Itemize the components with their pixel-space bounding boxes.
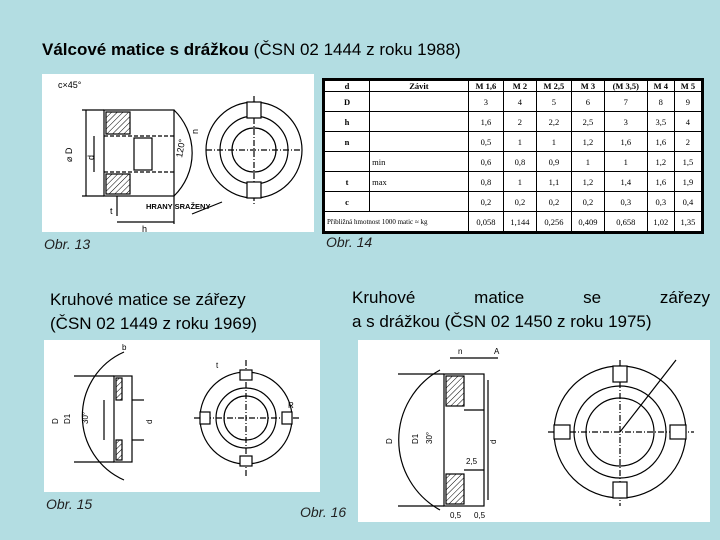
table-cell: 2 xyxy=(674,132,701,152)
table-row xyxy=(325,192,702,212)
figure-13-svg xyxy=(42,74,314,232)
fig13-angle-label: 120° xyxy=(174,138,188,159)
table-cell: 0,3 xyxy=(604,192,647,212)
fig13-chamfer-label: c×45° xyxy=(58,80,82,90)
table-cell: 3 xyxy=(468,92,503,112)
page-title xyxy=(42,40,461,60)
page-title-rest: (ČSN 02 1444 z roku 1988) xyxy=(248,40,461,59)
table-cell: 1,02 xyxy=(647,212,674,232)
fig15-angle-label: 30° xyxy=(81,411,90,424)
table-row xyxy=(325,152,702,172)
row-sublabel xyxy=(370,192,469,212)
fig15-t-label: t xyxy=(216,361,219,370)
caption-obr-14: Obr. 14 xyxy=(326,234,373,250)
table-cell: 3 xyxy=(604,112,647,132)
table-cell: 0,8 xyxy=(468,172,503,192)
table-cell: 2,5 xyxy=(571,112,604,132)
table-cell: 1,6 xyxy=(647,132,674,152)
table-cell: 1,6 xyxy=(604,132,647,152)
heading-left xyxy=(50,288,257,336)
fig16-v1-label: 0,5 xyxy=(450,511,462,520)
table-cell: 1,144 xyxy=(503,212,536,232)
table-cell: 0,2 xyxy=(503,192,536,212)
table-cell: 0,409 xyxy=(571,212,604,232)
figure-15-drawing xyxy=(44,340,320,492)
figure-15-svg xyxy=(44,340,320,492)
fig13-n-label: n xyxy=(190,128,200,134)
fig16-v3-label: 2,5 xyxy=(466,457,478,466)
table-cell: 1,9 xyxy=(674,172,701,192)
figure-16-drawing xyxy=(358,340,710,522)
table-cell: 4 xyxy=(674,112,701,132)
table-cell: 1,6 xyxy=(647,172,674,192)
table-header-cell: M 3 xyxy=(571,81,604,92)
fig16-v2-label: 0,5 xyxy=(474,511,486,520)
table-cell: 1,5 xyxy=(674,152,701,172)
heading-left-line2: (ČSN 02 1449 z roku 1969) xyxy=(50,314,257,333)
table-cell: 1 xyxy=(571,152,604,172)
row-symbol: n xyxy=(325,132,370,152)
row-sublabel: max xyxy=(370,172,469,192)
table-cell: 0,256 xyxy=(536,212,571,232)
table-cell: 1 xyxy=(604,152,647,172)
row-symbol xyxy=(325,152,370,172)
heading-right-line2: a s drážkou (ČSN 02 1450 z roku 1975) xyxy=(352,312,652,331)
row-symbol: D xyxy=(325,92,370,112)
table-cell: 3,5 xyxy=(647,112,674,132)
fig15-D1-label: D1 xyxy=(63,413,72,424)
table-cell: 1,2 xyxy=(571,172,604,192)
table-cell: 0,2 xyxy=(571,192,604,212)
fig16-D1-label: D1 xyxy=(411,433,420,444)
weight-label: Přibližná hmotnost 1000 matic ≈ kg xyxy=(325,212,469,232)
fig15-D-label: D xyxy=(51,418,60,424)
table-cell: 0,658 xyxy=(604,212,647,232)
table-cell: 1 xyxy=(536,132,571,152)
table-cell: 7 xyxy=(604,92,647,112)
table-cell: 2 xyxy=(503,112,536,132)
table-row xyxy=(325,132,702,152)
table-cell: 9 xyxy=(674,92,701,112)
table-cell: 5 xyxy=(536,92,571,112)
heading-right xyxy=(352,286,710,334)
table-cell: 1,35 xyxy=(674,212,701,232)
table-cell: 6 xyxy=(571,92,604,112)
table-cell: 1,4 xyxy=(604,172,647,192)
table-header-cell: M 4 xyxy=(647,81,674,92)
fig13-t-label: t xyxy=(110,206,113,216)
table-header-cell: (M 3,5) xyxy=(604,81,647,92)
table-header-cell: M 1,6 xyxy=(468,81,503,92)
caption-obr-13: Obr. 13 xyxy=(44,236,91,252)
table-cell: 1,6 xyxy=(468,112,503,132)
heading-right-line1: Kruhové matice se zářezy xyxy=(352,288,710,307)
table-cell: 1,1 xyxy=(536,172,571,192)
table-row xyxy=(325,92,702,112)
table-row xyxy=(325,112,702,132)
row-symbol: h xyxy=(325,112,370,132)
table-cell: 0,058 xyxy=(468,212,503,232)
fig13-d-label: d xyxy=(86,154,96,160)
row-sublabel xyxy=(370,132,469,152)
fig13-h-label: h xyxy=(142,224,148,232)
table-cell: 1,2 xyxy=(647,152,674,172)
row-symbol: c xyxy=(325,192,370,212)
table-cell: 1 xyxy=(503,172,536,192)
table-header-cell: d xyxy=(325,81,370,92)
table-cell: 4 xyxy=(503,92,536,112)
figure-16-svg xyxy=(358,340,710,522)
table-cell: 0,9 xyxy=(536,152,571,172)
fig16-n-label: n xyxy=(458,347,463,356)
table-cell: 0,3 xyxy=(647,192,674,212)
table-header-cell: M 2 xyxy=(503,81,536,92)
table-row-weight xyxy=(325,212,702,232)
row-sublabel xyxy=(370,92,469,112)
table-cell: 0,2 xyxy=(536,192,571,212)
table-cell: 0,4 xyxy=(674,192,701,212)
table-cell: 0,6 xyxy=(468,152,503,172)
table-cell: 1 xyxy=(503,132,536,152)
fig16-D-label: D xyxy=(385,438,394,444)
caption-obr-16: Obr. 16 xyxy=(300,504,347,520)
table-cell: 2,2 xyxy=(536,112,571,132)
figure-14-table xyxy=(322,78,704,234)
fig15-r-label: R xyxy=(288,401,294,410)
table-cell: 1,2 xyxy=(571,132,604,152)
figure-13-drawing xyxy=(42,74,314,232)
fig13-edges-label: HRANY SRAŽENY xyxy=(146,202,211,211)
page-title-bold: Válcové matice s drážkou xyxy=(42,40,249,59)
table-header-cell: M 5 xyxy=(674,81,701,92)
table-cell: 0,2 xyxy=(468,192,503,212)
row-sublabel xyxy=(370,112,469,132)
row-symbol: t xyxy=(325,172,370,192)
table-row xyxy=(325,172,702,192)
fig16-A-label: A xyxy=(494,347,500,356)
table-cell: 0,8 xyxy=(503,152,536,172)
row-sublabel: min xyxy=(370,152,469,172)
table-header-cell: Závit xyxy=(370,81,469,92)
table-cell: 8 xyxy=(647,92,674,112)
caption-obr-15: Obr. 15 xyxy=(46,496,93,512)
fig16-angle-label: 30° xyxy=(425,431,434,444)
table-cell: 0,5 xyxy=(468,132,503,152)
heading-left-line1: Kruhové matice se zářezy xyxy=(50,290,246,309)
fig13-D-label: ⌀ D xyxy=(64,147,74,162)
fig15-d-label: d xyxy=(145,419,154,424)
table-header-cell: M 2,5 xyxy=(536,81,571,92)
fig16-d-label: d xyxy=(489,439,498,444)
fig15-b-label: b xyxy=(122,343,127,352)
